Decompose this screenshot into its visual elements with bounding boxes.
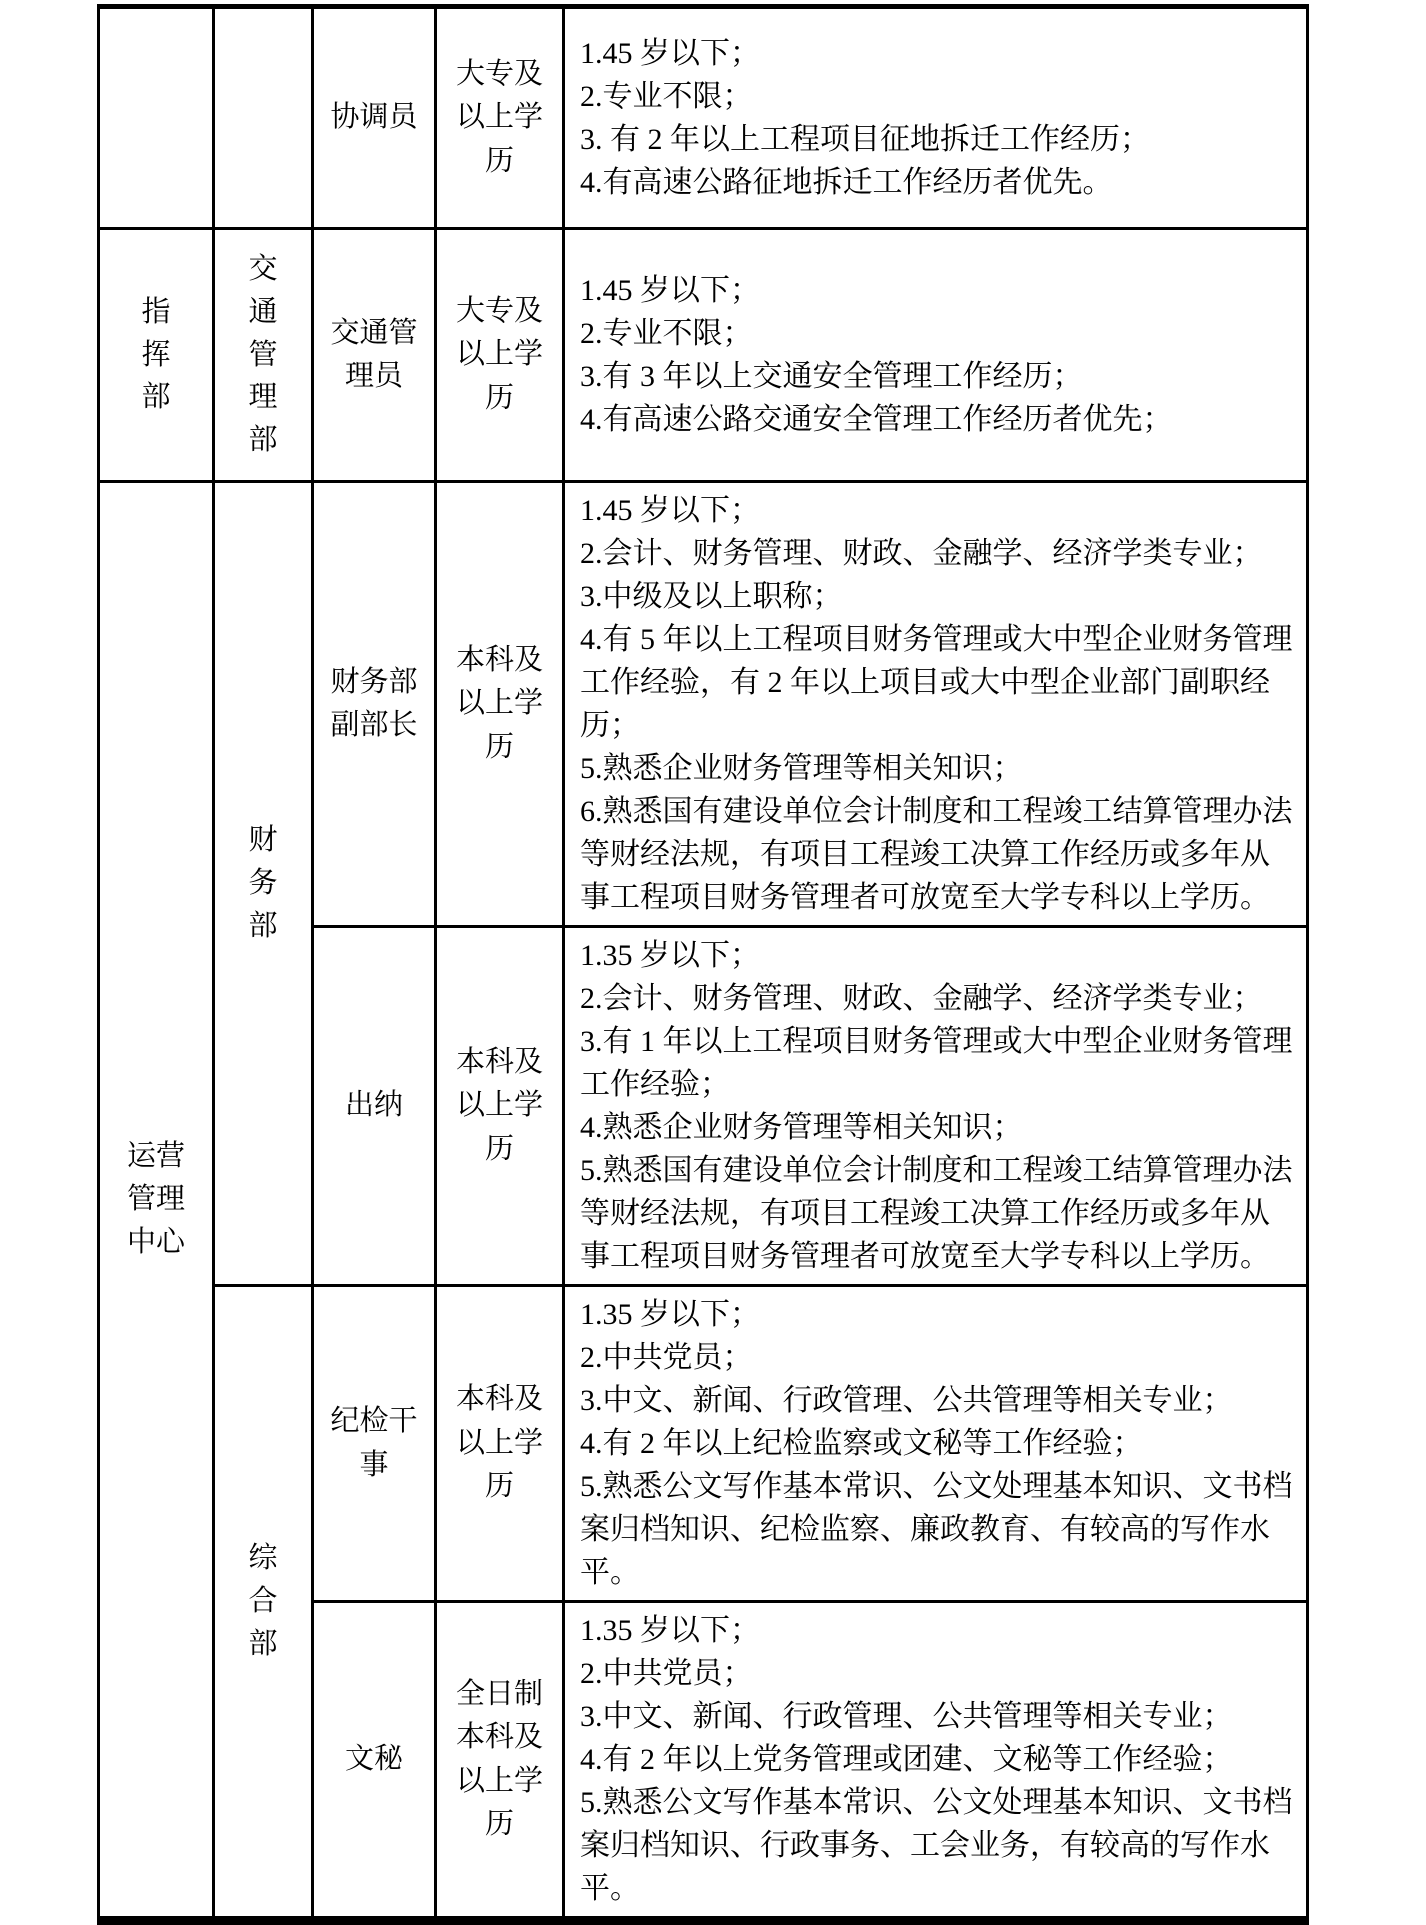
department-label: 指挥部	[141, 295, 171, 414]
requirement-item: 4.有高速公路征地拆迁工作经历者优先。	[580, 166, 1113, 199]
requirements-cell	[564, 1602, 1308, 1921]
table-row	[99, 1286, 1308, 1602]
requirement-item: 3.中文、新闻、行政管理、公共管理等相关专业；	[580, 1700, 1233, 1733]
requirement-item: 3.有 1 年以上工程项目财务管理或大中型企业财务管理工作经验；	[580, 1025, 1293, 1101]
requirement-item: 2.中共党员；	[580, 1657, 753, 1690]
section-cell-empty	[214, 7, 313, 229]
requirement-item: 4.熟悉企业财务管理等相关知识；	[580, 1111, 1023, 1144]
requirement-item: 2.专业不限；	[580, 317, 753, 350]
education-label: 大专及以上学历	[455, 57, 543, 177]
position-label: 交通管理员	[330, 316, 418, 392]
requirement-item: 3.中文、新闻、行政管理、公共管理等相关专业；	[580, 1384, 1233, 1417]
requirements-list	[565, 1287, 1306, 1600]
education-cell	[436, 1286, 564, 1602]
requirement-item: 2.专业不限；	[580, 80, 753, 113]
section-general-affairs-cell	[214, 1286, 313, 1921]
requirement-item: 4.有 2 年以上党务管理或团建、文秘等工作经验；	[580, 1743, 1233, 1776]
education-label: 本科及以上学历	[455, 1383, 543, 1503]
requirement-item: 5.熟悉国有建设单位会计制度和工程竣工结算管理办法等财经法规，有项目工程竣工决算工作经历或多年从事工程项目财务管理者可放宽至大学专科以上学历。	[580, 1154, 1293, 1273]
position-label: 文秘	[344, 1742, 403, 1775]
requirement-item: 1.35 岁以下；	[580, 939, 760, 972]
requirement-item: 5.熟悉公文写作基本常识、公文处理基本知识、文书档案归档知识、行政事务、工会业务，有较高的写作水平。	[580, 1786, 1293, 1905]
requirements-list	[565, 928, 1306, 1284]
requirement-item: 2.会计、财务管理、财政、金融学、经济学类专业；	[580, 982, 1263, 1015]
requirement-item: 3.有 3 年以上交通安全管理工作经历；	[580, 360, 1083, 393]
requirement-item: 1.35 岁以下；	[580, 1298, 760, 1331]
requirement-item: 1.45 岁以下；	[580, 37, 760, 70]
department-cell-empty	[99, 7, 214, 229]
position-label: 协调员	[330, 101, 418, 134]
requirement-item: 4.有 2 年以上纪检监察或文秘等工作经验；	[580, 1427, 1143, 1460]
requirements-cell	[564, 1286, 1308, 1602]
requirements-list	[565, 1603, 1306, 1916]
education-cell	[436, 1602, 564, 1921]
position-cashier-cell	[313, 927, 436, 1286]
position-discipline-inspector-cell	[313, 1286, 436, 1602]
requirement-item: 4.有高速公路交通安全管理工作经历者优先；	[580, 403, 1173, 436]
education-label: 全日制本科及以上学历	[455, 1677, 543, 1840]
table-row	[99, 229, 1308, 482]
requirements-cell	[564, 927, 1308, 1286]
table-row	[99, 7, 1308, 229]
position-traffic-administrator-cell	[313, 229, 436, 482]
requirement-item: 1.45 岁以下；	[580, 494, 760, 527]
position-label: 出纳	[344, 1089, 403, 1122]
requirement-item: 5.熟悉公文写作基本常识、公文处理基本知识、文书档案归档知识、纪检监察、廉政教育、有较高的写作水平。	[580, 1470, 1293, 1589]
position-coordinator-cell	[313, 7, 436, 229]
education-cell	[436, 7, 564, 229]
section-label: 综合部	[248, 1542, 278, 1660]
requirement-item: 5.熟悉企业财务管理等相关知识；	[580, 752, 1023, 785]
education-cell	[436, 229, 564, 482]
requirement-item: 1.45 岁以下；	[580, 274, 760, 307]
requirement-item: 3.中级及以上职称；	[580, 580, 843, 613]
requirement-item: 2.中共党员；	[580, 1341, 753, 1374]
requirements-list	[565, 263, 1306, 447]
position-finance-deputy-director-cell	[313, 482, 436, 927]
job-requirements-table	[97, 4, 1309, 1925]
education-cell	[436, 927, 564, 1286]
department-operations-center-cell	[99, 482, 214, 1921]
education-label: 本科及以上学历	[455, 643, 543, 763]
table-row	[99, 482, 1308, 927]
education-label: 大专及以上学历	[455, 294, 543, 414]
requirements-cell	[564, 7, 1308, 229]
requirement-item: 6.熟悉国有建设单位会计制度和工程竣工结算管理办法等财经法规，有项目工程竣工决算工作经历或多年从事工程项目财务管理者可放宽至大学专科以上学历。	[580, 795, 1293, 914]
education-label: 本科及以上学历	[455, 1045, 543, 1165]
section-finance-cell	[214, 482, 313, 1286]
position-label: 纪检干事	[330, 1405, 418, 1481]
requirements-list	[565, 26, 1306, 210]
section-label: 交通管理部	[248, 252, 278, 457]
department-command-hq-cell	[99, 229, 214, 482]
requirements-list	[565, 483, 1306, 925]
department-label: 运营管理中心	[126, 1140, 185, 1258]
section-traffic-mgmt-cell	[214, 229, 313, 482]
requirement-item: 3. 有 2 年以上工程项目征地拆迁工作经历；	[580, 123, 1150, 156]
requirement-item: 2.会计、财务管理、财政、金融学、经济学类专业；	[580, 537, 1263, 570]
requirement-item: 4.有 5 年以上工程项目财务管理或大中型企业财务管理工作经验，有 2 年以上项目或大中型企业部门副职经历；	[580, 623, 1293, 742]
requirements-cell	[564, 229, 1308, 482]
position-label: 财务部副部长	[330, 665, 418, 741]
requirements-cell	[564, 482, 1308, 927]
requirement-item: 1.35 岁以下；	[580, 1614, 760, 1647]
education-cell	[436, 482, 564, 927]
section-label: 财务部	[248, 824, 278, 942]
position-secretary-cell	[313, 1602, 436, 1921]
